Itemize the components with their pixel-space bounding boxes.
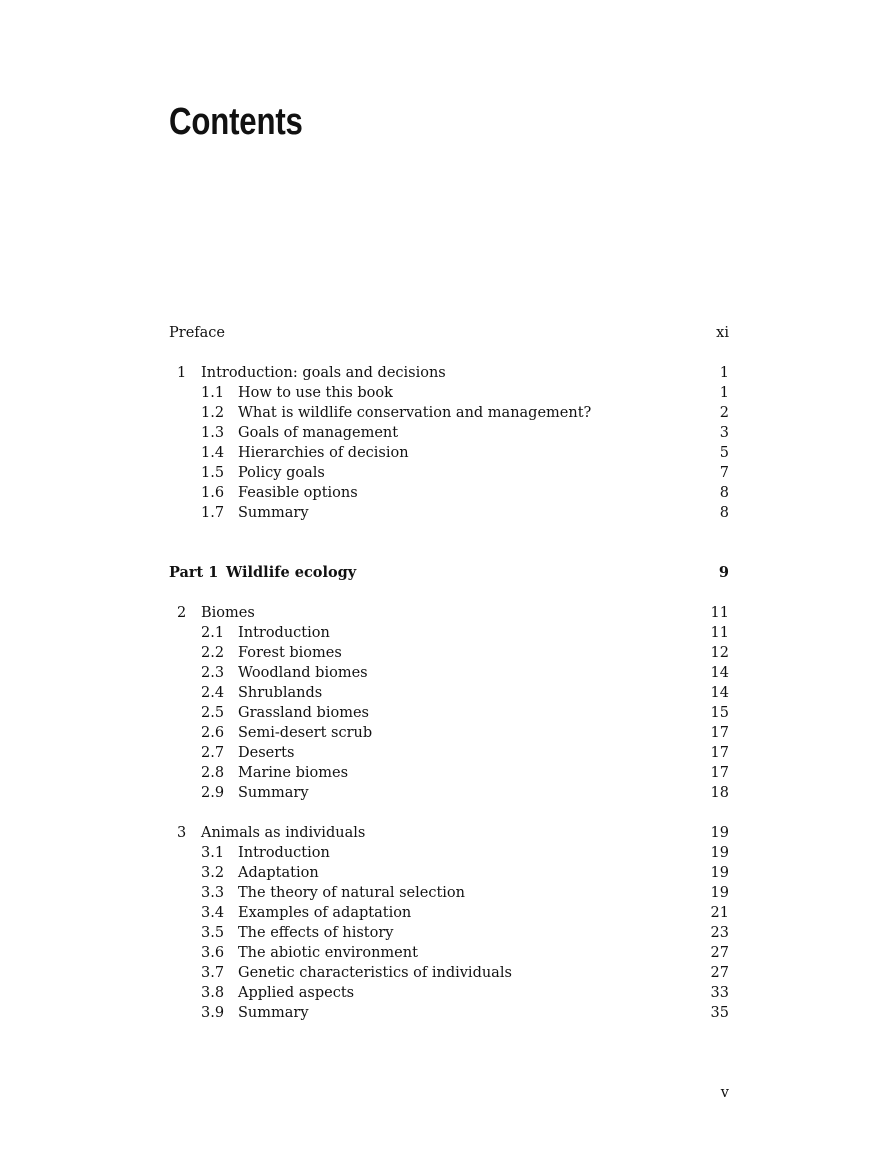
toc-chapter-number: 2 (177, 605, 187, 621)
toc-section-3-7[interactable] (169, 963, 729, 983)
toc-part-page: 9 (718, 564, 729, 581)
toc-chapter-page: 11 (710, 605, 729, 621)
toc-section-title: The abiotic environment (238, 945, 418, 961)
toc-section-number: 3.3 (201, 885, 225, 901)
page-title: Contents (169, 101, 303, 143)
toc-section-page: 27 (710, 945, 729, 961)
toc-section-title: Adaptation (238, 865, 319, 881)
toc-section-number: 3.4 (201, 905, 225, 921)
toc-section-2-1[interactable] (169, 623, 729, 643)
toc-section-2-2[interactable] (169, 643, 729, 663)
toc-section-3-3[interactable] (169, 883, 729, 903)
toc-section-1-4[interactable] (169, 443, 729, 463)
toc-section-title: Marine biomes (238, 765, 349, 781)
toc-section-number: 2.9 (201, 785, 225, 801)
toc-section-number: 3.1 (201, 845, 225, 861)
toc-section-number: 3.5 (201, 925, 225, 941)
toc-chapter-2[interactable] (169, 603, 729, 623)
toc-section-number: 3.2 (201, 865, 225, 881)
toc-section-1-5[interactable] (169, 463, 729, 483)
toc-section-number: 2.8 (201, 765, 225, 781)
toc-section-number: 2.2 (201, 645, 225, 661)
toc-section-3-2[interactable] (169, 863, 729, 883)
toc-section-title: What is wildlife conservation and management? (238, 405, 592, 421)
toc-section-number: 3.8 (201, 985, 225, 1001)
toc-section-title: Hierarchies of decision (238, 445, 409, 461)
toc-section-number: 1.2 (201, 405, 225, 421)
toc-section-title: Feasible options (238, 485, 358, 501)
toc-section-title: Policy goals (238, 465, 325, 481)
toc-section-number: 1.3 (201, 425, 225, 441)
toc-section-number: 2.1 (201, 625, 225, 641)
toc-section-page: 35 (710, 1005, 729, 1021)
toc-section-title: Goals of management (238, 425, 399, 441)
toc-section-page: 8 (719, 485, 729, 501)
toc-section-title: Deserts (238, 745, 295, 761)
toc-section-title: Examples of adaptation (238, 905, 412, 921)
toc-section-page: 18 (710, 785, 729, 801)
toc-chapter-3[interactable] (169, 823, 729, 843)
toc-section-2-4[interactable] (169, 683, 729, 703)
toc-section-page: 19 (710, 885, 729, 901)
toc-section-page: 1 (719, 385, 729, 401)
toc-chapter-page: 19 (710, 825, 729, 841)
toc-section-number: 2.4 (201, 685, 225, 701)
toc-chapter-number: 1 (177, 365, 187, 381)
toc-section-page: 11 (710, 625, 729, 641)
toc-section-3-8[interactable] (169, 983, 729, 1003)
toc-section-page: 14 (710, 665, 729, 681)
toc-section-page: 17 (710, 745, 729, 761)
toc-section-number: 1.7 (201, 505, 225, 521)
toc-section-1-2[interactable] (169, 403, 729, 423)
toc-section-page: 23 (710, 925, 729, 941)
toc-section-3-1[interactable] (169, 843, 729, 863)
toc-chapter-title: Introduction: goals and decisions (201, 365, 446, 381)
toc-section-1-6[interactable] (169, 483, 729, 503)
toc-chapter-number: 3 (177, 825, 187, 841)
toc-section-title: The effects of history (238, 925, 394, 941)
toc-section-page: 7 (719, 465, 729, 481)
toc-section-3-5[interactable] (169, 923, 729, 943)
toc-entry-preface[interactable] (169, 323, 729, 343)
toc-section-title: Summary (238, 785, 309, 801)
toc-section-title: Summary (238, 505, 309, 521)
toc-part-number: Part 1 (169, 564, 219, 581)
toc-chapter-title: Biomes (201, 605, 255, 621)
toc-section-page: 8 (719, 505, 729, 521)
toc-section-page: 5 (719, 445, 729, 461)
toc-part-1[interactable] (169, 563, 729, 583)
toc-section-number: 1.6 (201, 485, 225, 501)
toc-section-number: 3.9 (201, 1005, 225, 1021)
toc-entry-page: xi (716, 325, 729, 341)
toc-section-title: The theory of natural selection (238, 885, 465, 901)
toc-section-title: Semi-desert scrub (238, 725, 373, 741)
page-number: v (720, 1085, 729, 1101)
toc-section-page: 12 (710, 645, 729, 661)
toc-section-3-9[interactable] (169, 1003, 729, 1023)
toc-section-page: 14 (710, 685, 729, 701)
toc-section-page: 2 (719, 405, 729, 421)
toc-section-2-8[interactable] (169, 763, 729, 783)
toc-section-title: Woodland biomes (238, 665, 368, 681)
toc-section-title: Shrublands (238, 685, 323, 701)
toc-section-page: 27 (710, 965, 729, 981)
toc-section-page: 21 (710, 905, 729, 921)
toc-section-page: 17 (710, 725, 729, 741)
toc-section-title: Introduction (238, 625, 330, 641)
toc-section-page: 15 (710, 705, 729, 721)
toc-section-title: Forest biomes (238, 645, 342, 661)
toc-section-number: 3.7 (201, 965, 225, 981)
toc-chapter-1[interactable] (169, 363, 729, 383)
toc-section-1-1[interactable] (169, 383, 729, 403)
toc-part-title: Wildlife ecology (226, 564, 357, 581)
toc-section-page: 33 (710, 985, 729, 1001)
toc-section-title: Genetic characteristics of individuals (238, 965, 512, 981)
toc-section-1-7[interactable] (169, 503, 729, 523)
toc-section-title: Applied aspects (238, 985, 355, 1001)
toc-section-title: Grassland biomes (238, 705, 369, 721)
toc-entry-title: Preface (169, 325, 225, 341)
toc-section-2-9[interactable] (169, 783, 729, 803)
toc-section-page: 19 (710, 865, 729, 881)
toc-section-2-3[interactable] (169, 663, 729, 683)
toc-section-number: 3.6 (201, 945, 225, 961)
toc-chapter-title: Animals as individuals (201, 825, 366, 841)
toc-section-page: 3 (719, 425, 729, 441)
toc-section-title: Introduction (238, 845, 330, 861)
toc-section-number: 2.7 (201, 745, 225, 761)
toc-section-2-6[interactable] (169, 723, 729, 743)
toc-section-1-3[interactable] (169, 423, 729, 443)
toc-section-number: 2.6 (201, 725, 225, 741)
toc-section-2-5[interactable] (169, 703, 729, 723)
toc-section-title: Summary (238, 1005, 309, 1021)
toc-section-3-6[interactable] (169, 943, 729, 963)
toc-section-number: 1.4 (201, 445, 225, 461)
toc-section-page: 17 (710, 765, 729, 781)
toc-section-2-7[interactable] (169, 743, 729, 763)
toc-section-number: 1.5 (201, 465, 225, 481)
toc-chapter-page: 1 (719, 365, 729, 381)
toc-section-title: How to use this book (238, 385, 393, 401)
toc-section-number: 2.3 (201, 665, 225, 681)
toc-section-3-4[interactable] (169, 903, 729, 923)
toc-section-number: 2.5 (201, 705, 225, 721)
toc-section-number: 1.1 (201, 385, 225, 401)
toc-section-page: 19 (710, 845, 729, 861)
